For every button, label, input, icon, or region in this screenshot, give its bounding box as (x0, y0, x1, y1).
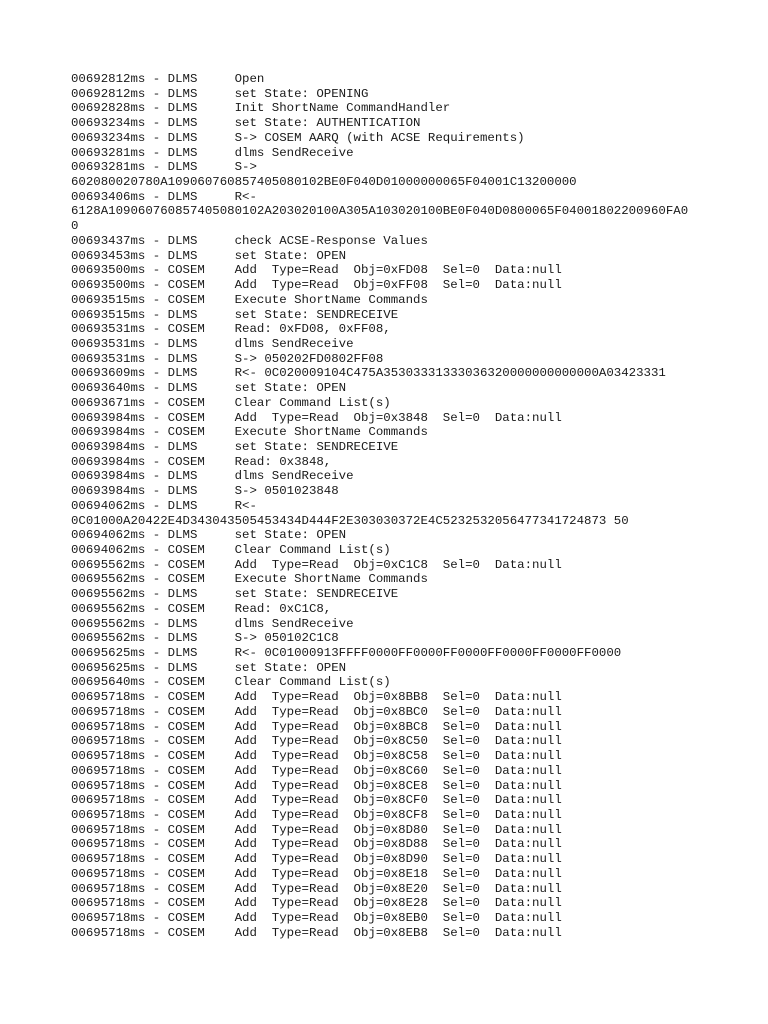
log-line: 00695562ms - COSEM Execute ShortName Commands (71, 572, 428, 587)
log-line: 00695562ms - DLMS S-> 050102C1C8 (71, 631, 339, 646)
log-line: 00695718ms - COSEM Add Type=Read Obj=0x8D80 Sel=0 Data:null (71, 822, 562, 837)
log-line: 0 (71, 219, 79, 234)
log-line: 00693984ms - COSEM Execute ShortName Commands (71, 425, 428, 440)
log-line: 602080020780A109060760857405080102BE0F040D01000000065F04001C13200000 (71, 175, 577, 190)
log-line: 00693984ms - DLMS S-> 0501023848 (71, 484, 339, 499)
log-line: 00695625ms - DLMS set State: OPEN (71, 660, 347, 675)
log-line: 00693234ms - DLMS set State: AUTHENTICATION (71, 116, 421, 131)
log-line: 00695562ms - COSEM Read: 0xC1C8, (71, 601, 332, 616)
log-line: 00695718ms - COSEM Add Type=Read Obj=0x8CF0 Sel=0 Data:null (71, 793, 562, 808)
log-line: 0C01000A20422E4D343043505453434D444F2E303030372E4C5232532056477341724873 50 (71, 513, 629, 528)
log-line: 00693609ms - DLMS R<- 0C020009104C475A35303331333036320000000000000A03423331 (71, 366, 666, 381)
log-line: 00693500ms - COSEM Add Type=Read Obj=0xFF08 Sel=0 Data:null (71, 278, 562, 293)
log-line: 00695718ms - COSEM Add Type=Read Obj=0x8E20 Sel=0 Data:null (71, 881, 562, 896)
log-line: 00695718ms - COSEM Add Type=Read Obj=0x8E28 Sel=0 Data:null (71, 896, 562, 911)
log-line: 00693531ms - COSEM Read: 0xFD08, 0xFF08, (71, 322, 391, 337)
log-line: 00693984ms - COSEM Add Type=Read Obj=0x3848 Sel=0 Data:null (71, 410, 562, 425)
log-line: 00693984ms - DLMS dlms SendReceive (71, 469, 354, 484)
log-line: 00695640ms - COSEM Clear Command List(s) (71, 675, 391, 690)
log-line: 00695562ms - COSEM Add Type=Read Obj=0xC1C8 Sel=0 Data:null (71, 557, 562, 572)
log-line: 00695562ms - DLMS set State: SENDRECEIVE (71, 587, 399, 602)
log-line: 00693453ms - DLMS set State: OPEN (71, 248, 347, 263)
log-line: 00695718ms - COSEM Add Type=Read Obj=0x8BC8 Sel=0 Data:null (71, 719, 562, 734)
log-line: 00694062ms - DLMS R<- (71, 498, 257, 513)
log-line: 00695718ms - COSEM Add Type=Read Obj=0x8BB8 Sel=0 Data:null (71, 690, 562, 705)
log-line: 00693531ms - DLMS dlms SendReceive (71, 336, 354, 351)
log-line: 00695718ms - COSEM Add Type=Read Obj=0x8C58 Sel=0 Data:null (71, 749, 562, 764)
log-line: 00693984ms - DLMS set State: SENDRECEIVE (71, 439, 399, 454)
log-line: 00693531ms - DLMS S-> 050202FD0802FF08 (71, 351, 384, 366)
log-line: 00695562ms - DLMS dlms SendReceive (71, 616, 354, 631)
log-line: 00693281ms - DLMS S-> (71, 160, 257, 175)
log-line: 00693281ms - DLMS dlms SendReceive (71, 145, 354, 160)
log-line: 00695718ms - COSEM Add Type=Read Obj=0x8EB8 Sel=0 Data:null (71, 925, 562, 940)
log-line: 00695718ms - COSEM Add Type=Read Obj=0x8D90 Sel=0 Data:null (71, 852, 562, 867)
log-line: 00693515ms - COSEM Execute ShortName Commands (71, 292, 428, 307)
log-line: 00695718ms - COSEM Add Type=Read Obj=0x8CF8 Sel=0 Data:null (71, 807, 562, 822)
log-line: 00695718ms - COSEM Add Type=Read Obj=0x8E18 Sel=0 Data:null (71, 866, 562, 881)
log-line: 00693406ms - DLMS R<- (71, 189, 257, 204)
log-line: 00694062ms - DLMS set State: OPEN (71, 528, 347, 543)
log-line: 00693234ms - DLMS S-> COSEM AARQ (with ACSE Requirements) (71, 130, 525, 145)
log-line: 00693671ms - COSEM Clear Command List(s) (71, 395, 391, 410)
log-text-block (71, 72, 711, 940)
log-line: 00695718ms - COSEM Add Type=Read Obj=0x8CE8 Sel=0 Data:null (71, 778, 562, 793)
log-line: 00695718ms - COSEM Add Type=Read Obj=0x8BC0 Sel=0 Data:null (71, 704, 562, 719)
log-line: 00693515ms - DLMS set State: SENDRECEIVE (71, 307, 399, 322)
log-line: 00694062ms - COSEM Clear Command List(s) (71, 543, 391, 557)
log-line: 00693640ms - DLMS set State: OPEN (71, 381, 347, 396)
log-line: 00693500ms - COSEM Add Type=Read Obj=0xFD08 Sel=0 Data:null (71, 263, 562, 278)
log-line: 00695718ms - COSEM Add Type=Read Obj=0x8D88 Sel=0 Data:null (71, 837, 562, 852)
log-line: 00695718ms - COSEM Add Type=Read Obj=0x8EB0 Sel=0 Data:null (71, 910, 562, 925)
log-line: 00693984ms - COSEM Read: 0x3848, (71, 454, 332, 469)
log-line: 6128A109060760857405080102A203020100A305A103020100BE0F040D0800065F04001802200960FA0 (71, 204, 689, 219)
log-line: 00693437ms - DLMS check ACSE-Response Values (71, 233, 428, 248)
log-line: 00692828ms - DLMS Init ShortName CommandHandler (71, 101, 451, 116)
log-line: 00695625ms - DLMS R<- 0C01000913FFFF0000FF0000FF0000FF0000FF0000FF0000 (71, 646, 622, 661)
log-line: 00692812ms - DLMS Open (71, 72, 265, 86)
log-line: 00692812ms - DLMS set State: OPENING (71, 86, 369, 101)
log-line: 00695718ms - COSEM Add Type=Read Obj=0x8C50 Sel=0 Data:null (71, 734, 562, 749)
log-line: 00695718ms - COSEM Add Type=Read Obj=0x8C60 Sel=0 Data:null (71, 763, 562, 778)
